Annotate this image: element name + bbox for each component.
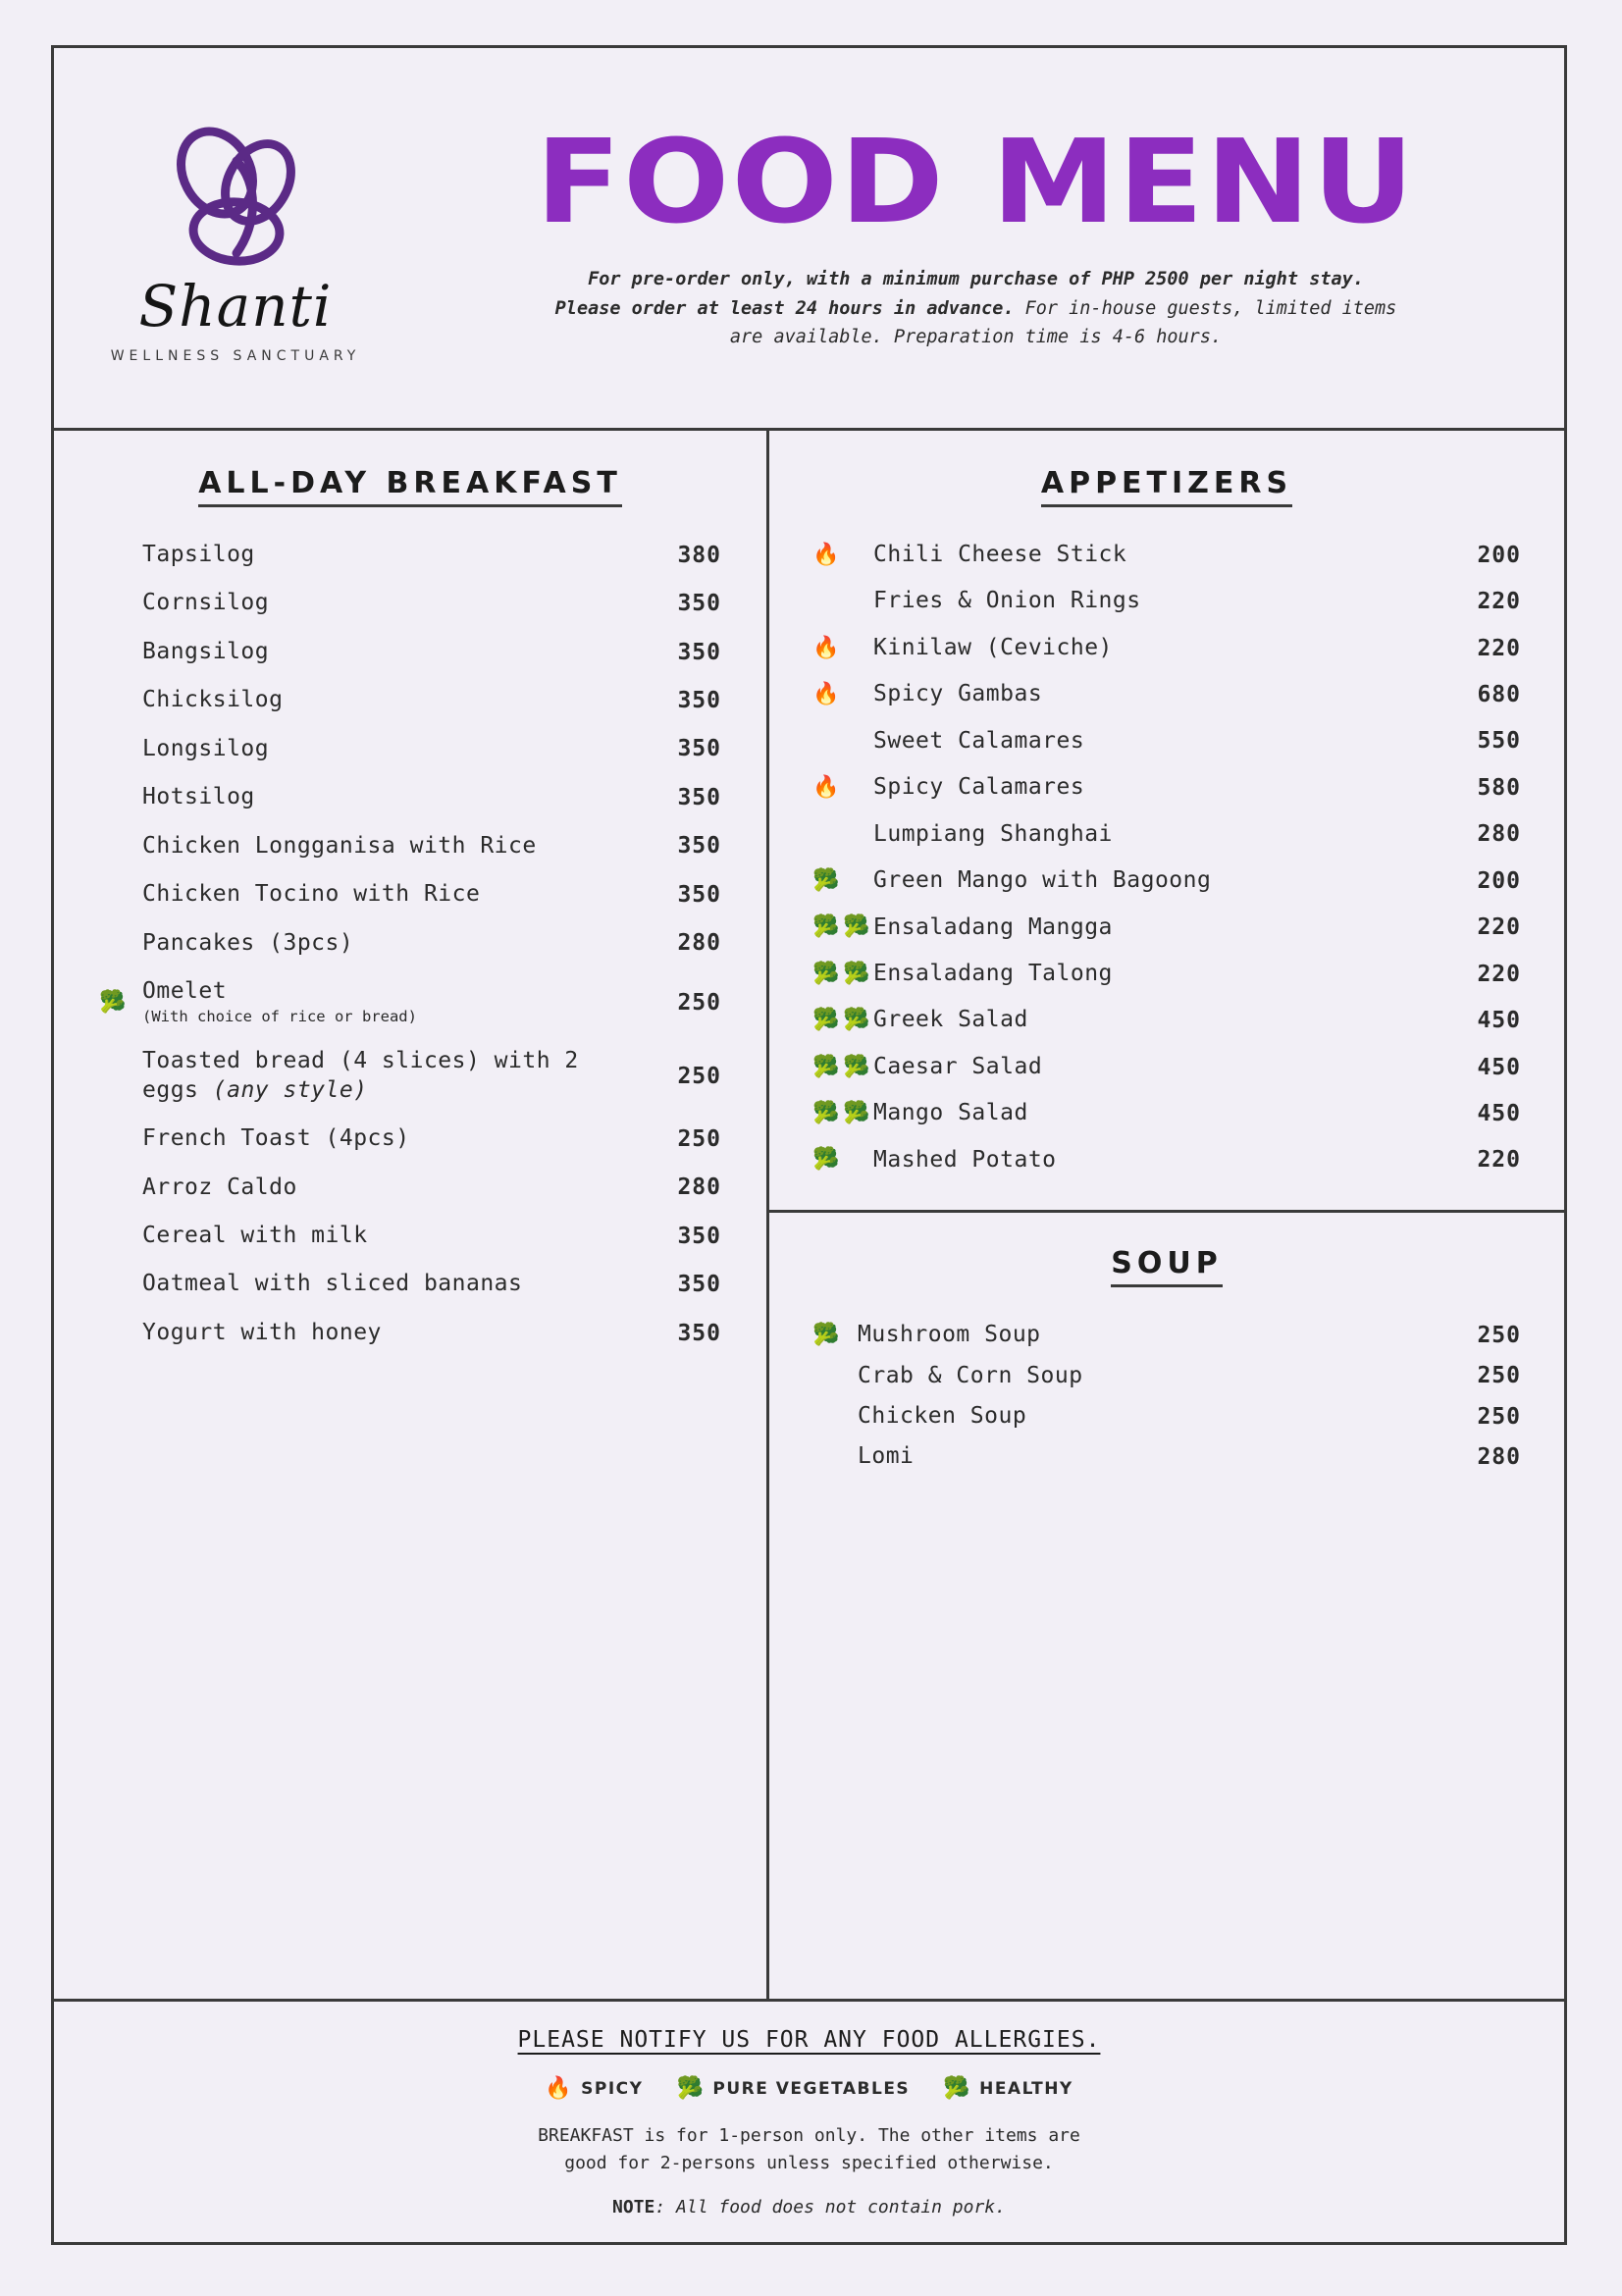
header-main (397, 113, 1544, 353)
healthy-icon: 🥦 (812, 961, 840, 986)
menu-item-price: 350 (677, 639, 721, 665)
menu-item (812, 587, 1521, 615)
section-appetizers (769, 431, 1564, 1213)
menu-item-price: 380 (677, 542, 721, 568)
healthy-icon: 🥦 (812, 867, 840, 893)
menu-item-icons (812, 867, 873, 893)
vegetables-icon: 🥦 (812, 1147, 840, 1173)
footer-pork-note (74, 2197, 1544, 2218)
menu-item-icons (812, 542, 873, 567)
menu-item-price: 200 (1477, 542, 1521, 568)
menu-item-price: 450 (1477, 1008, 1521, 1034)
vegetables-icon: 🥦 (843, 961, 870, 986)
menu-item-price: 350 (677, 881, 721, 908)
menu-item (99, 589, 721, 617)
menu-item-name: Longsilog (142, 735, 270, 761)
menu-item-price: 250 (1477, 1403, 1521, 1430)
menu-item-price: 220 (1477, 635, 1521, 661)
menu-item-name: Ensaladang Mangga (873, 913, 1113, 940)
menu-item-name: Kinilaw (Ceviche) (873, 634, 1113, 660)
menu-item-name: Lomi (858, 1443, 915, 1470)
menu-item (99, 1174, 721, 1202)
menu-item (812, 1099, 1521, 1127)
footer-serving-note (74, 2122, 1544, 2177)
menu-item-name: Yogurt with honey (142, 1319, 382, 1345)
menu-item-name: Cornsilog (142, 590, 270, 616)
menu-item (812, 727, 1521, 756)
menu-item-name: Hotsilog (142, 784, 255, 810)
legend-item-label: PURE VEGETABLES (712, 2078, 911, 2099)
healthy-icon: 🥦 (812, 914, 840, 940)
menu-item-icons (812, 1100, 873, 1125)
menu-item (99, 832, 721, 861)
footer-note-line2: good for 2-persons unless specified otherwise. (564, 2152, 1054, 2173)
legend-item (676, 2076, 910, 2101)
menu-item-price: 250 (677, 1125, 721, 1152)
menu-item-name: Caesar Salad (873, 1053, 1043, 1079)
menu-item (99, 880, 721, 909)
menu-item (812, 1006, 1521, 1034)
menu-item (812, 541, 1521, 569)
breakfast-item-list (99, 541, 721, 1347)
section-title-appetizers: APPETIZERS (1041, 466, 1292, 507)
menu-item (99, 783, 721, 811)
brand-subtitle: WELLNESS SANCTUARY (110, 348, 361, 364)
healthy-icon: 🥦 (812, 1100, 840, 1125)
legend (74, 2076, 1544, 2101)
menu-item-price: 350 (677, 784, 721, 810)
menu-item (812, 680, 1521, 708)
menu-item-icons (812, 684, 873, 705)
menu-item (99, 929, 721, 958)
menu-item-price: 250 (1477, 1322, 1521, 1348)
menu-item-name: Greek Salad (873, 1007, 1028, 1033)
menu-item-icons (812, 774, 873, 800)
menu-item (99, 1270, 721, 1298)
healthy-icon: 🥦 (812, 1008, 840, 1033)
healthy-icon: 🥦 (812, 1054, 840, 1079)
menu-item (812, 1146, 1521, 1174)
spicy-icon: 🔥 (812, 774, 840, 800)
menu-item-name: Lumpiang Shanghai (873, 820, 1113, 847)
menu-item-price: 350 (677, 833, 721, 860)
menu-body (54, 431, 1564, 1999)
menu-item (99, 1124, 721, 1153)
allergy-notice: PLEASE NOTIFY US FOR ANY FOOD ALLERGIES. (517, 2027, 1101, 2053)
spicy-icon: 🔥 (545, 2076, 574, 2101)
interlocking-knot-logo-icon (142, 122, 329, 284)
legend-item (545, 2076, 643, 2101)
appetizers-title-wrap (812, 466, 1521, 507)
menu-item-price: 280 (1477, 1444, 1521, 1471)
menu-item-price: 350 (677, 1272, 721, 1298)
menu-item-icons (812, 1054, 873, 1079)
menu-item (812, 773, 1521, 802)
legend-item (943, 2076, 1073, 2101)
menu-item-price: 350 (677, 736, 721, 762)
section-soup (769, 1213, 1564, 1501)
section-title-soup: SOUP (1111, 1246, 1222, 1287)
brand-name: Shanti (138, 273, 333, 339)
menu-page (51, 45, 1567, 2245)
menu-item-name: Oatmeal with sliced bananas (142, 1271, 523, 1297)
menu-item (99, 977, 721, 1027)
menu-item-price: 580 (1477, 774, 1521, 801)
header-note-rest: For in-house guests, limited items are available. Preparation time is 4-6 hours. (729, 297, 1397, 348)
menu-item (99, 1222, 721, 1250)
menu-item-name: Pancakes (3pcs) (142, 929, 354, 956)
menu-item-name: Spicy Gambas (873, 681, 1043, 707)
vegetables-icon: 🥦 (676, 2076, 706, 2101)
menu-item-name: Mango Salad (873, 1100, 1028, 1126)
menu-item-price: 280 (1477, 821, 1521, 848)
menu-item (99, 1319, 721, 1347)
menu-item-name: French Toast (4pcs) (142, 1125, 410, 1152)
menu-item (812, 1053, 1521, 1081)
legend-item-label: HEALTHY (979, 2078, 1073, 2099)
spicy-icon: 🔥 (812, 682, 840, 707)
healthy-icon: 🥦 (99, 989, 127, 1015)
menu-item (99, 686, 721, 714)
vegetables-icon: 🥦 (843, 1054, 870, 1079)
section-title-breakfast: ALL-DAY BREAKFAST (198, 466, 622, 507)
menu-item-subtext: (With choice of rice or bread) (142, 1008, 417, 1026)
menu-item (812, 634, 1521, 662)
menu-item (812, 960, 1521, 988)
menu-item-price: 450 (1477, 1100, 1521, 1126)
section-all-day-breakfast (54, 431, 769, 1999)
footer-note-label: NOTE (612, 2196, 655, 2218)
appetizers-item-list (812, 541, 1521, 1174)
menu-item-icons (99, 989, 142, 1015)
menu-item (812, 1402, 1521, 1431)
menu-item (99, 638, 721, 666)
menu-item-price: 250 (1477, 1363, 1521, 1389)
right-column (769, 431, 1564, 1999)
vegetables-icon: 🥦 (812, 1322, 840, 1347)
menu-item-name: Mushroom Soup (858, 1322, 1041, 1348)
menu-item (99, 735, 721, 763)
menu-item-name: Omelet (With choice of rice or bread) (142, 977, 656, 1027)
menu-item-icons (812, 1322, 858, 1347)
menu-item-price: 350 (677, 1320, 721, 1346)
menu-item (812, 1321, 1521, 1349)
menu-item (812, 866, 1521, 895)
menu-item-name: Spicy Calamares (873, 774, 1085, 801)
menu-item (812, 820, 1521, 849)
menu-item-name: Mashed Potato (873, 1146, 1057, 1173)
page-title: FOOD MENU (535, 113, 1417, 249)
soup-item-list (812, 1321, 1521, 1472)
menu-item (99, 1047, 721, 1105)
menu-item-price: 350 (677, 688, 721, 714)
menu-item-icons (812, 916, 873, 938)
menu-item-price: 220 (1477, 961, 1521, 987)
menu-item-icons (812, 1149, 873, 1171)
menu-item-name: Chicken Longganisa with Rice (142, 832, 537, 859)
menu-item-name: Cereal with milk (142, 1222, 368, 1248)
breakfast-title-wrap (99, 466, 721, 507)
menu-item-name: Sweet Calamares (873, 727, 1085, 754)
menu-item-name: Arroz Caldo (142, 1174, 297, 1200)
menu-item-price: 280 (677, 1174, 721, 1201)
menu-item-name: Chicken Tocino with Rice (142, 881, 481, 908)
menu-item-name: Toasted bread (4 slices) with 2 eggs (any style) (142, 1048, 579, 1103)
menu-item-icons (812, 635, 873, 660)
menu-item-price: 200 (1477, 867, 1521, 894)
menu-item-price: 220 (1477, 914, 1521, 941)
menu-item-name: Bangsilog (142, 638, 270, 664)
menu-header (54, 48, 1564, 431)
menu-item-name: Chili Cheese Stick (873, 542, 1127, 567)
menu-item (99, 541, 721, 569)
menu-item-price: 680 (1477, 682, 1521, 708)
menu-item-price: 250 (677, 1063, 721, 1089)
menu-item (812, 913, 1521, 942)
menu-footer (54, 1999, 1564, 2242)
menu-item-price: 250 (677, 989, 721, 1016)
healthy-icon: 🥦 (943, 2076, 972, 2101)
header-note (554, 265, 1398, 353)
menu-item-price: 280 (677, 930, 721, 957)
spicy-icon: 🔥 (812, 635, 840, 660)
vegetables-icon: 🥦 (843, 914, 870, 940)
legend-item-label: SPICY (581, 2078, 644, 2099)
menu-item-name: Chicken Soup (858, 1403, 1027, 1429)
menu-item-price: 220 (1477, 589, 1521, 615)
menu-item (812, 1362, 1521, 1390)
header-note-bold: For pre-order only, with a minimum purchase of PHP 2500 per night stay. Please order at least 24 hours in advance. (554, 268, 1364, 319)
brand-block (74, 112, 397, 364)
footer-note-text: : All food does not contain pork. (654, 2196, 1006, 2218)
menu-item-price: 450 (1477, 1054, 1521, 1080)
menu-item (812, 1442, 1521, 1471)
menu-item-price: 550 (1477, 728, 1521, 755)
vegetables-icon: 🥦 (843, 1100, 870, 1125)
menu-item-name: Crab & Corn Soup (858, 1362, 1083, 1388)
menu-item-price: 220 (1477, 1147, 1521, 1174)
menu-item-price: 350 (677, 591, 721, 617)
footer-note-line1: BREAKFAST is for 1-person only. The other items are (538, 2125, 1080, 2146)
menu-item-icons (812, 1010, 873, 1031)
vegetables-icon: 🥦 (843, 1008, 870, 1033)
menu-item-icons (812, 961, 873, 986)
menu-item-name: Fries & Onion Rings (873, 588, 1141, 614)
soup-title-wrap (812, 1246, 1521, 1287)
menu-item-name-note: (any style) (212, 1076, 368, 1103)
menu-item-name: Ensaladang Talong (873, 960, 1113, 986)
spicy-icon: 🔥 (812, 542, 840, 567)
menu-item-name: Green Mango with Bagoong (873, 867, 1212, 894)
menu-item-name: Tapsilog (142, 542, 255, 567)
menu-item-price: 350 (677, 1223, 721, 1249)
menu-item-name: Chicksilog (142, 687, 284, 713)
